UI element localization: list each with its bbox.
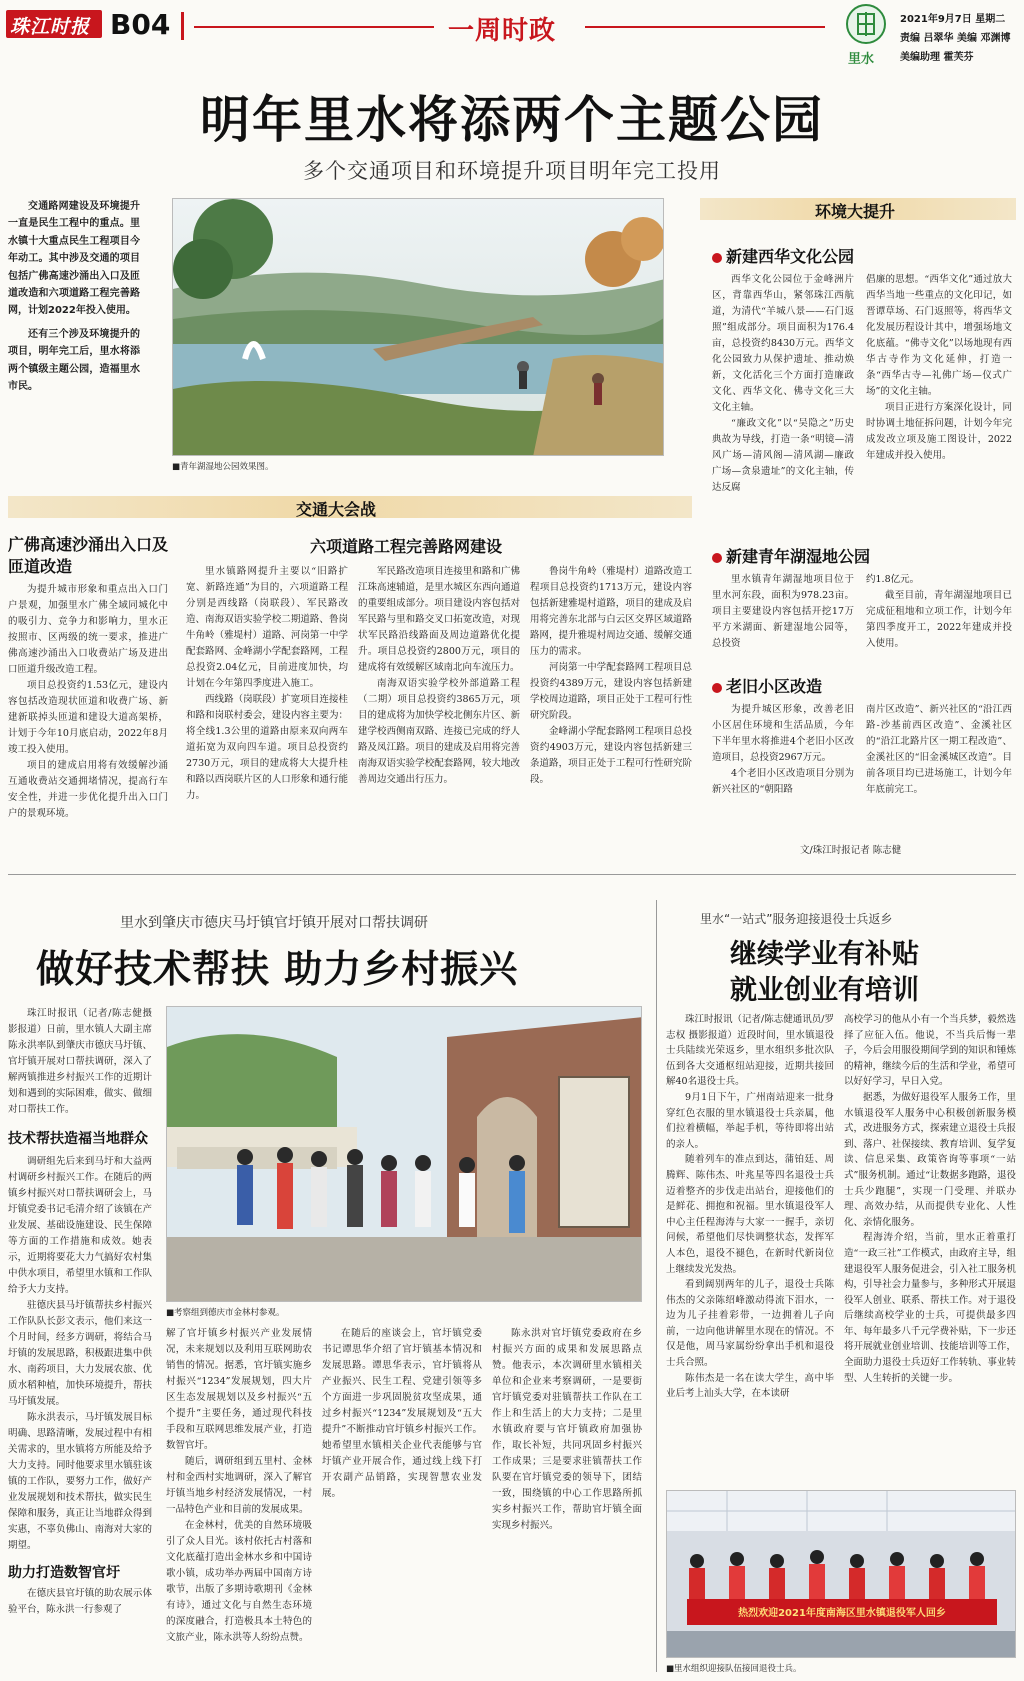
bottom-right-headline-2: 就业创业有培训 bbox=[730, 975, 919, 1006]
liuxiang-paragraph: 河岗第一中学配套路网工程项目总投资约4389万元，建设内容包括新建学校周边道路，项目正处于工程可行性研究阶段。 bbox=[530, 662, 692, 721]
col2-paragraph: 在金林村，优美的自然环境吸引了众人目光。该村依托古村落和文化底蕴打造出金林水乡和中国诗歌小镇，成功举办两届中国南方诗歌节，出版了多期诗歌期刊《金林有诗》，通过文化与自然生态环境的深度融合，打造极具本土特色的文旅产业，陈永洪等人纷纷点赞。 bbox=[166, 1520, 312, 1643]
qingnian-col-1 bbox=[712, 572, 854, 652]
bullet-dot-icon bbox=[712, 253, 722, 263]
liuxiang-paragraph: 里水镇路网提升主要以“旧路扩宽、新路连通”为目的，六项道路工程分别是西线路（岗联段）、军民路改造、南海双语实验学校二期道路、鲁岗牛角岭（雅堤村）道路、河岗第一中学配套路网、金峰湖小学配套路网，工程总投资2.04亿元，目前进度加快，均计划在今年第四季度进入施工。 bbox=[186, 566, 348, 689]
liuxiang-paragraph: 鲁岗牛角岭（雅堤村）道路改造工程项目总投资约1713万元，建设内容包括新建雅堤村道路，项目的建成及启用将完善东北部与白云区交界区域道路路网，提升雅堤村周边交通、缓解交通压力的需求。 bbox=[530, 566, 692, 657]
bullet-dot-icon bbox=[712, 683, 722, 693]
col2-paragraph: 解了官圩镇乡村振兴产业发展情况，未来规划以及利用互联网助农销售的情况。据悉，官圩镇实施乡村振兴“1234”发展规划，四大片区生态发展规划以及乡村振兴“五个提升”主要任务，通过现代科技手段和互联网思维发展产业，打造数智官圩。 bbox=[166, 1328, 312, 1451]
liuxiang-heading: 六项道路工程完善路网建设 bbox=[310, 537, 503, 556]
welcome-banner-text: 热烈欢迎2021年度南海区里水镇退役军人回乡 bbox=[738, 1608, 946, 1619]
xihua-col-2 bbox=[866, 272, 1012, 464]
bottom-left-col-2 bbox=[166, 1326, 312, 1646]
laojiu-col-2 bbox=[866, 702, 1012, 798]
bottom-right-divider bbox=[656, 900, 657, 1672]
qingnian-paragraph: 约1.8亿元。 bbox=[866, 574, 920, 585]
gaosu-heading: 广佛高速沙涌出入口及匝道改造 bbox=[8, 535, 169, 576]
byline: 文/珠江时报记者 陈志健 bbox=[800, 845, 902, 856]
br-paragraph: 随着列车的准点到达，蒲铂廷、周腾辉、陈伟杰、叶兆星等四名退役士兵迈着整齐的步伐走出站台，迎接他们的是鲜花、拥抱和祝福。里水镇退役军人中心主任程海涛与大家一一握手，亲切问候，希望他们尽快调整状态，发挥军人本色，退役不褪色，在新时代新岗位上继续发光发热。 bbox=[666, 1154, 834, 1275]
br-paragraph: 陈伟杰是一名在读大学生，高中毕业后考上汕头大学，在本读研 bbox=[666, 1372, 834, 1400]
laojiu-paragraph: 南片区改造”、新兴社区的“沿江西路-沙基前西区改造”、金溪社区的“沿江北路片区一期工程改造”、金溪社区的“旧金溪城区改造”。目前各项目均已进场施工，计划今年年底前完工。 bbox=[866, 704, 1012, 795]
br-paragraph: 据悉，为做好退役军人服务工作，里水镇退役军人服务中心积极创新服务模式，改进服务方式，探索建立退役士兵报到、落户、社保接续、教育培训、复学复读、信息采集、政策咨询等事项“一站式”服务机制。通过“让数据多跑路，退役士兵少跑腿”，实现一门受理、并联办理、高效办结，从而提供专业化、人性化、亲情化服务。 bbox=[844, 1091, 1016, 1228]
gaosu-paragraph: 项目总投资约1.53亿元，建设内容包括改造现状匝道和收费广场、新建新联掉头匝道和建设大道高架桥，计划于今年10月底启动，2022年8月竣工投入使用。 bbox=[8, 680, 168, 755]
laojiu-title: 老旧小区改造 bbox=[726, 677, 823, 696]
bottom-left-col-3 bbox=[322, 1326, 482, 1502]
main-headline: 明年里水将添两个主题公园 bbox=[200, 91, 824, 149]
page-number: B04 bbox=[110, 8, 171, 41]
laojiu-heading bbox=[712, 674, 822, 697]
qingnian-park-heading bbox=[712, 544, 870, 567]
emblem-text: 里水 bbox=[848, 52, 875, 67]
bottom-right-headline-1: 继续学业有补贴 bbox=[730, 939, 919, 970]
bottom-left-col-1 bbox=[8, 1006, 152, 1618]
br-paragraph: 程海涛介绍，当前，里水正着重打造“一政三社”工作模式，由政府主导，组建退役军人服务促进会，引入社工服务机构，引导社会力量参与，多种形式开展退役军人创业、联系、帮扶工作。对于退役后继续高校学业的士兵，可提供最多四年、每年最多八千元学费补贴，下一步还将开展就业创业培训、技能培训等工作，全面助力退役士兵迈好工作转轨、事业转型、人生转折的关键一步。 bbox=[844, 1232, 1016, 1384]
qingnian-paragraph: 截至目前，青年湖湿地项目已完成征租地和立项工作，计划今年第四季度开工，2022年建成并投入使用。 bbox=[866, 590, 1012, 649]
xihua-park-heading bbox=[712, 244, 854, 267]
assistant-credit: 美编助理 霍芙芬 bbox=[900, 52, 974, 63]
laojiu-paragraph: 4个老旧小区改造项目分别为新兴社区的“朝阳路 bbox=[712, 768, 854, 795]
col2-paragraph: 随后，调研组到五里村、金林村和金西村实地调研，深入了解官圩镇当地乡村经济发展情况，一村一品特色产业和目前的发展成果。 bbox=[166, 1456, 312, 1515]
paper-name: 珠江时报 bbox=[10, 16, 91, 38]
br-paragraph: 看到阔别两年的儿子，退役士兵陈伟杰的父亲陈绍峰激动得流下泪水，一边为儿子挂着彩带，一边拥着儿子向前，一边向他讲解里水现在的情况。不仅是他，周马家属纷纷拿出手机和退役士兵合照。 bbox=[666, 1279, 834, 1369]
liuxiang-paragraph: 西线路（岗联段）扩宽项目连接桂和路和岗联村委会，建设内容主要为：将全线1.3公里的道路由原来双向两车道拓宽为双向四车道。项目总投资约2730万元，项目的建成将大大提升桂和路以西岗联片区的人口形象和通行能力。 bbox=[186, 694, 348, 801]
main-subheadline: 多个交通项目和环境提升项目明年完工投用 bbox=[303, 159, 721, 183]
intro-text bbox=[8, 198, 140, 395]
liuxiang-col-3 bbox=[530, 564, 692, 788]
sec1-paragraph: 陈永洪表示，马圩镇发展目标明确、思路清晰，发展过程中有相关需求的，里水镇将方所能及给予大力支持。同时他要求里水镇驻该镇的工作队，要努力工作，做好产业发展规划和技术帮扶，做实民生保障和服务，真正让当地群众得到实惠，不辜负佛山、南海对大家的期望。 bbox=[8, 1412, 152, 1551]
village-visit-photo bbox=[166, 1006, 642, 1302]
veterans-welcome-photo bbox=[666, 1490, 1016, 1658]
liuxiang-col-2 bbox=[358, 564, 520, 788]
editor-credit: 责编 吕翠华 美编 邓渊博 bbox=[900, 33, 1011, 44]
col3-paragraph: 陈永洪对官圩镇党委政府在乡村振兴方面的成果和发展思路点赞。他表示，本次调研里水镇相关单位和企业来考察调研，一是要街官圩镇党委对驻镇帮扶工作队在工作上和生活上的大力支持；二是里水镇政府要与官圩镇政府加强协作，取长补短，共同巩固乡村振兴工作成果；三是要求驻镇帮扶工作队要在官圩镇党委的领导下，团结一致，围绕镇的中心工作思路所抓实乡村振兴工作，帮助官圩镇全面实现乡村振兴。 bbox=[492, 1328, 642, 1531]
bullet-dot-icon bbox=[712, 553, 722, 563]
masthead bbox=[0, 0, 1024, 90]
laojiu-paragraph: 为提升城区形象，改善老旧小区居住环境和生活品质，今年下半年里水将推进4个老旧小区改造项目，总投资2967万元。 bbox=[712, 704, 854, 763]
xihua-col-1 bbox=[712, 272, 854, 496]
section-rule-right bbox=[585, 26, 825, 28]
section-rule-left bbox=[194, 26, 434, 28]
sec2-heading: 助力打造数智官圩 bbox=[8, 1565, 120, 1581]
masthead-divider bbox=[181, 12, 184, 40]
gaosu-body bbox=[8, 582, 168, 822]
col3-paragraph: 在随后的座谈会上，官圩镇党委书记谭思华介绍了官圩镇基本情况和发展思路。谭思华表示，官圩镇将从产业振兴、民生工程、党建引领等多个方面进一步巩固脱贫攻坚成果，通过乡村振兴“1234”发展规划及“五大提升”不断推动官圩镇乡村振兴工作。她希望里水镇相关企业代表能够与官圩镇产业开展合作，通过线上线下打开农副产品销路，实现智慧农业发展。 bbox=[322, 1328, 482, 1499]
bottom-left-headline: 做好技术帮扶 助力乡村振兴 bbox=[36, 947, 519, 991]
sec1-paragraph: 驻德庆县马圩镇帮扶乡村振兴工作队队长彭文表示，他们来这一个月时间，经多方调研，将结合马圩镇的发展思路，积极跟进集中供水、南药项目，大力发展农旅、优质水稻种植，加快环境提升，帮扶马圩镇发展。 bbox=[8, 1300, 152, 1407]
liuxiang-paragraph: 军民路改造项目连接里和路和广佛江珠高速辅道，是里水城区东西向通道的重要组成部分。项目建设内容包括对军民路与里和路交叉口拓宽改造，对现状军民路沿线路面及周边道路优化提升。项目总投资约2800万元，项目的建成将有效缓解区域南北向车流压力。 bbox=[358, 566, 520, 673]
laojiu-col-1 bbox=[712, 702, 854, 798]
br-paragraph: 高校学习的他从小有一个当兵梦，毅然选择了应征入伍。他说，不当兵后悔一辈子，今后会用服役期间学到的知识和锤炼的精神，继续今后的生活和学业，希望可以好好学习，早日入党。 bbox=[844, 1014, 1016, 1088]
xihua-paragraph: 西华文化公园位于金峰洲片区，背靠西华山，紧邻珠江西航道，为清代“羊城八景——石门返照”组成部分。项目面积为176.4亩，总投资约8430万元。西华文化公园致力从保护遗址、推动焕新，文化活化三个方面打造廉政文化、西华文化、佛寺文化三大文化主轴。 bbox=[712, 274, 854, 413]
village-photo-caption: ■考察组到德庆市金林村参观。 bbox=[166, 1308, 285, 1318]
qingnian-col-2 bbox=[866, 572, 1012, 652]
xihua-paragraph: 项目正进行方案深化设计，同时协调土地征拆问题，计划今年完成发改立项及施工图设计，2022年建成并投入使用。 bbox=[866, 402, 1012, 461]
gaosu-paragraph: 为提升城市形象和重点出入口门户景观，加强里水广佛全域同城化中的吸引力、竞争力和影响力，里水正按照市、区两级的统一要求，推进广佛高速沙涌出入口收费站广场及进出口匝道升级改造工程。 bbox=[8, 584, 168, 675]
issue-date: 2021年9月7日 星期二 bbox=[900, 14, 1006, 25]
bottom-left-kicker: 里水到肇庆市德庆马圩镇官圩镇开展对口帮扶调研 bbox=[120, 915, 428, 931]
bottom-right-kicker: 里水“一站式”服务迎接退役士兵返乡 bbox=[700, 912, 893, 926]
env-band-title: 环境大提升 bbox=[815, 202, 896, 221]
intro-paragraph: 交通路网建设及环境提升一直是民生工程中的重点。里水镇十大重点民生工程项目今年动工。其中涉及交通的项目包括广佛高速沙涌出入口及匝道改造和六项道路工程完善路网，计划2022年投入使用。 bbox=[8, 201, 140, 317]
traffic-band-title: 交通大会战 bbox=[296, 500, 377, 519]
sec1-paragraph: 调研组先后来到马圩和大益两村调研乡村振兴工作。在随后的两镇乡村振兴对口帮扶调研会上，马圩镇党委书记毛清介绍了该镇在产业发展、基础设施建设、民生保障等方面的工作措施和成效。她表示，近期将要花大力气搞好农村集中供水项目，希望里水镇和工作队给予大力支持。 bbox=[8, 1156, 152, 1295]
wetland-park-render-image bbox=[172, 198, 664, 456]
qingnian-park-title: 新建青年湖湿地公园 bbox=[726, 547, 871, 566]
xihua-park-title: 新建西华文化公园 bbox=[726, 247, 855, 266]
wetland-photo-caption: ■青年湖湿地公园效果图。 bbox=[172, 462, 274, 472]
section-title: 一周时政 bbox=[448, 16, 557, 46]
li-shui-emblem-icon bbox=[846, 4, 886, 44]
intro-paragraph: 还有三个涉及环境提升的项目，明年完工后，里水将添两个镇级主题公园，造福里水市民。 bbox=[8, 328, 140, 393]
bottom-left-col-4 bbox=[492, 1326, 642, 1534]
bottom-right-col-1 bbox=[666, 1012, 834, 1402]
sec1-heading: 技术帮扶造福当地群众 bbox=[8, 1131, 148, 1147]
xihua-paragraph: “廉政文化”以“吴隐之”历史典故为导线，打造一条“明镜—清风广场—清风阁—清风湖—廉政广场—贪泉遗址”的文化主轴，传达反腐 bbox=[712, 418, 854, 493]
bottom-right-col-2 bbox=[844, 1012, 1016, 1386]
sec2-paragraph: 在德庆县官圩镇的助农展示体验平台，陈永洪一行参观了 bbox=[8, 1588, 152, 1615]
section-divider bbox=[8, 874, 1016, 875]
liuxiang-col-1 bbox=[186, 564, 348, 804]
veterans-photo-caption: ■里水组织迎接队伍接回退役士兵。 bbox=[666, 1664, 802, 1674]
gaosu-paragraph: 项目的建成启用将有效缓解沙涌互通收费站交通拥堵情况，提高行车安全性，并进一步优化提升出入口门户的景观环境。 bbox=[8, 760, 168, 819]
liuxiang-paragraph: 南海双语实验学校外部道路工程（二期）项目总投资约3865万元，项目的建成将为加快学校北侧东片区、新建学校西侧南双路、连接已完成的纾人路及凤江路。项目的建成及启用将完善南海双语实验学校配套路网，较大地改善周边交通出行压力。 bbox=[358, 678, 520, 785]
br-paragraph: 珠江时报讯（记者/陈志健通讯员/罗志权 摄影报道）近段时间，里水镇退役士兵陆续光荣返乡，里水组织多批次队伍到各大交通枢纽站迎接，近期共接回解40名退役士兵。 bbox=[666, 1014, 834, 1088]
qingnian-paragraph: 里水镇青年湖湿地项目位于里水河东段，面积为978.23亩。项目主要建设内容包括开挖17万平方米湖面、新建湿地公园等，总投资 bbox=[712, 574, 854, 649]
xihua-paragraph: 倡廉的思想。“西华文化”通过放大西华当地一些重点的文化印记，如晋谭草场、石门返照等，将西华文化发展历程设计其中，增强场地文化底蕴。“佛寺文化”以场地现有西华古寺作为文化延伸，打造一条“西华古寺—礼佛广场—仪式广场”的文化主轴。 bbox=[866, 274, 1012, 397]
liuxiang-paragraph: 金峰湖小学配套路网工程项目总投资约4903万元，建设内容包括新建三条道路，项目正处于工程可行性研究阶段。 bbox=[530, 726, 692, 785]
lead-paragraph: 珠江时报讯（记者/陈志健摄影报道）日前，里水镇人大副主席陈永洪率队到肇庆市德庆马圩镇、官圩镇开展对口帮扶调研，深入了解两镇推进乡村振兴工作的近期计划和遇到的实际困难，做实、做细对口帮扶工作。 bbox=[8, 1008, 152, 1115]
br-paragraph: 9月1日下午，广州南站迎来一批身穿红色衣服的里水镇退役士兵亲属，他们拉着横幅，举起手机，等待即将出站的亲人。 bbox=[666, 1091, 834, 1150]
